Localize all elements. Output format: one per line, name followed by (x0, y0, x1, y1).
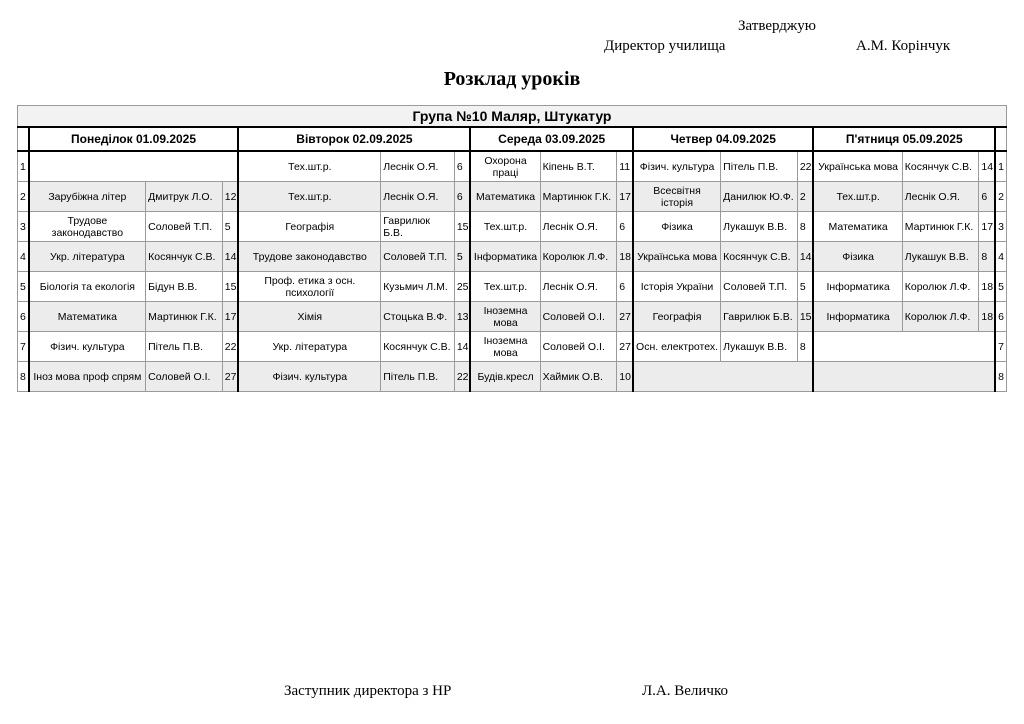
lesson-subject: Проф. етика з осн. психології (238, 272, 380, 302)
lesson-teacher: Кіпень В.Т. (540, 151, 617, 182)
lesson-number-right: 1 (995, 151, 1006, 182)
lesson-room: 6 (617, 272, 633, 302)
lesson-teacher: Соловей Т.П. (146, 212, 223, 242)
lesson-room: 18 (979, 302, 995, 332)
lesson-number-right: 7 (995, 332, 1006, 362)
lesson-subject: Іноземна мова (470, 332, 540, 362)
lesson-teacher: Соловей О.І. (540, 332, 617, 362)
empty-lesson-cell (633, 362, 814, 392)
lesson-teacher: Леснік О.Я. (540, 212, 617, 242)
empty-lesson-cell (813, 332, 995, 362)
lesson-subject: Тех.шт.р. (813, 182, 902, 212)
schedule-table (17, 105, 1007, 392)
lesson-room: 5 (454, 242, 470, 272)
lesson-room: 2 (797, 182, 813, 212)
lesson-row (18, 332, 1007, 362)
lesson-room: 14 (222, 242, 238, 272)
lesson-room: 8 (979, 242, 995, 272)
lesson-number-right: 3 (995, 212, 1006, 242)
lesson-number: 8 (18, 362, 29, 392)
lesson-teacher: Мартинюк Г.К. (902, 212, 979, 242)
lesson-teacher: Соловей О.І. (146, 362, 223, 392)
lesson-subject: Іноз мова проф спрям (29, 362, 146, 392)
lesson-room: 27 (617, 302, 633, 332)
lesson-teacher: Бідун В.В. (146, 272, 223, 302)
lesson-room: 17 (222, 302, 238, 332)
footer-position: Заступник директора з НР (284, 683, 452, 699)
lesson-subject: Укр. література (29, 242, 146, 272)
lesson-room: 27 (617, 332, 633, 362)
day-header-wednesday: Середа 03.09.2025 (470, 127, 632, 151)
lesson-subject: Географія (633, 302, 721, 332)
lesson-room: 6 (454, 151, 470, 182)
lesson-number-right: 4 (995, 242, 1006, 272)
lesson-room: 6 (617, 212, 633, 242)
lesson-subject: Математика (29, 302, 146, 332)
lesson-room: 13 (454, 302, 470, 332)
lesson-subject: Трудове законодавство (238, 242, 380, 272)
lesson-room: 15 (797, 302, 813, 332)
empty-lesson-cell (813, 362, 995, 392)
lesson-row (18, 302, 1007, 332)
day-header-tuesday: Вівторок 02.09.2025 (238, 127, 470, 151)
lesson-subject: Фізич. культура (238, 362, 380, 392)
day-header-thursday: Четвер 04.09.2025 (633, 127, 814, 151)
lesson-room: 5 (797, 272, 813, 302)
lesson-teacher: Косянчук С.В. (902, 151, 979, 182)
lesson-row (18, 182, 1007, 212)
lesson-teacher: Мартинюк Г.К. (146, 302, 223, 332)
lesson-teacher: Леснік О.Я. (902, 182, 979, 212)
lesson-subject: Іноземна мова (470, 302, 540, 332)
lesson-subject: Історія України (633, 272, 721, 302)
corner-cell (995, 127, 1006, 151)
lesson-teacher: Королюк Л.Ф. (902, 302, 979, 332)
lesson-room: 14 (979, 151, 995, 182)
lesson-room: 8 (797, 212, 813, 242)
lesson-room: 22 (797, 151, 813, 182)
empty-lesson-cell (29, 151, 239, 182)
lesson-room: 6 (454, 182, 470, 212)
lesson-number: 1 (18, 151, 29, 182)
lesson-teacher: Косянчук С.В. (146, 242, 223, 272)
lesson-room: 15 (222, 272, 238, 302)
lesson-number: 7 (18, 332, 29, 362)
lesson-teacher: Лукашук В.В. (902, 242, 979, 272)
approval-heading: Затверджую (738, 18, 816, 34)
lesson-room: 22 (222, 332, 238, 362)
lesson-row (18, 362, 1007, 392)
lesson-subject: Фізика (813, 242, 902, 272)
lesson-teacher: Королюк Л.Ф. (540, 242, 617, 272)
lesson-teacher: Леснік О.Я. (540, 272, 617, 302)
lesson-room: 25 (454, 272, 470, 302)
lesson-teacher: Косянчук С.В. (721, 242, 798, 272)
lesson-subject: Всесвітня історія (633, 182, 721, 212)
lesson-room: 17 (979, 212, 995, 242)
lesson-room: 27 (222, 362, 238, 392)
lesson-subject: Трудове законодавство (29, 212, 146, 242)
lesson-number-right: 5 (995, 272, 1006, 302)
lesson-teacher: Пітель П.В. (146, 332, 223, 362)
page-title: Розклад уроків (443, 68, 581, 90)
group-title: Група №10 Маляр, Штукатур (18, 106, 1007, 128)
lesson-room: 6 (979, 182, 995, 212)
lesson-teacher: Леснік О.Я. (381, 151, 455, 182)
lesson-subject: Тех.шт.р. (238, 151, 380, 182)
lesson-row (18, 212, 1007, 242)
lesson-room: 22 (454, 362, 470, 392)
lesson-room: 17 (617, 182, 633, 212)
lesson-subject: Фізич. культура (29, 332, 146, 362)
lesson-subject: Українська мова (813, 151, 902, 182)
lesson-room: 12 (222, 182, 238, 212)
lesson-teacher: Лукашук В.В. (721, 212, 798, 242)
lesson-teacher: Хаймик О.В. (540, 362, 617, 392)
lesson-number: 2 (18, 182, 29, 212)
lesson-subject: Тех.шт.р. (238, 182, 380, 212)
lesson-room: 8 (797, 332, 813, 362)
lesson-subject: Інформатика (813, 302, 902, 332)
lesson-teacher: Гаврилюк Б.В. (381, 212, 455, 242)
lesson-room: 15 (454, 212, 470, 242)
lesson-teacher: Соловей Т.П. (721, 272, 798, 302)
lesson-row (18, 272, 1007, 302)
lesson-teacher: Леснік О.Я. (381, 182, 455, 212)
lesson-subject: Фізика (633, 212, 721, 242)
lesson-room: 5 (222, 212, 238, 242)
lesson-subject: Фізич. культура (633, 151, 721, 182)
lesson-subject: Біологія та екологія (29, 272, 146, 302)
lesson-number-right: 8 (995, 362, 1006, 392)
lesson-teacher: Косянчук С.В. (381, 332, 455, 362)
lesson-room: 14 (797, 242, 813, 272)
lesson-number: 3 (18, 212, 29, 242)
lesson-subject: Математика (470, 182, 540, 212)
lesson-teacher: Мартинюк Г.К. (540, 182, 617, 212)
lesson-teacher: Лукашук В.В. (721, 332, 798, 362)
lesson-teacher: Кузьмич Л.М. (381, 272, 455, 302)
day-header-monday: Понеділок 01.09.2025 (29, 127, 239, 151)
lesson-subject: Зарубіжна літер (29, 182, 146, 212)
lesson-number-right: 2 (995, 182, 1006, 212)
lesson-number-right: 6 (995, 302, 1006, 332)
lesson-subject: Охорона праці (470, 151, 540, 182)
corner-cell (18, 127, 29, 151)
lesson-teacher: Стоцька В.Ф. (381, 302, 455, 332)
lesson-subject: Тех.шт.р. (470, 212, 540, 242)
lesson-row (18, 242, 1007, 272)
lesson-subject: Математика (813, 212, 902, 242)
lesson-teacher: Соловей О.І. (540, 302, 617, 332)
lesson-room: 18 (979, 272, 995, 302)
lesson-subject: Укр. література (238, 332, 380, 362)
lesson-subject: Інформатика (470, 242, 540, 272)
lesson-subject: Будів.кресл (470, 362, 540, 392)
lesson-subject: Географія (238, 212, 380, 242)
lesson-teacher: Гаврилюк Б.В. (721, 302, 798, 332)
lesson-number: 4 (18, 242, 29, 272)
lesson-subject: Тех.шт.р. (470, 272, 540, 302)
lesson-subject: Хімія (238, 302, 380, 332)
approval-position: Директор училища (604, 38, 726, 54)
lesson-teacher: Соловей Т.П. (381, 242, 455, 272)
lesson-room: 18 (617, 242, 633, 272)
approval-name: А.М. Корінчук (856, 38, 951, 54)
lesson-room: 14 (454, 332, 470, 362)
footer-name: Л.А. Величко (642, 683, 729, 699)
lesson-subject: Осн. електротех. (633, 332, 721, 362)
lesson-teacher: Королюк Л.Ф. (902, 272, 979, 302)
lesson-subject: Українська мова (633, 242, 721, 272)
lesson-row (18, 151, 1007, 182)
lesson-number: 6 (18, 302, 29, 332)
lesson-subject: Інформатика (813, 272, 902, 302)
lesson-room: 10 (617, 362, 633, 392)
lesson-teacher: Данилюк Ю.Ф. (721, 182, 798, 212)
lesson-teacher: Пітель П.В. (381, 362, 455, 392)
lesson-teacher: Дмитрук Л.О. (146, 182, 223, 212)
day-header-friday: П'ятниця 05.09.2025 (813, 127, 995, 151)
lesson-teacher: Пітель П.В. (721, 151, 798, 182)
lesson-room: 11 (617, 151, 633, 182)
lesson-number: 5 (18, 272, 29, 302)
